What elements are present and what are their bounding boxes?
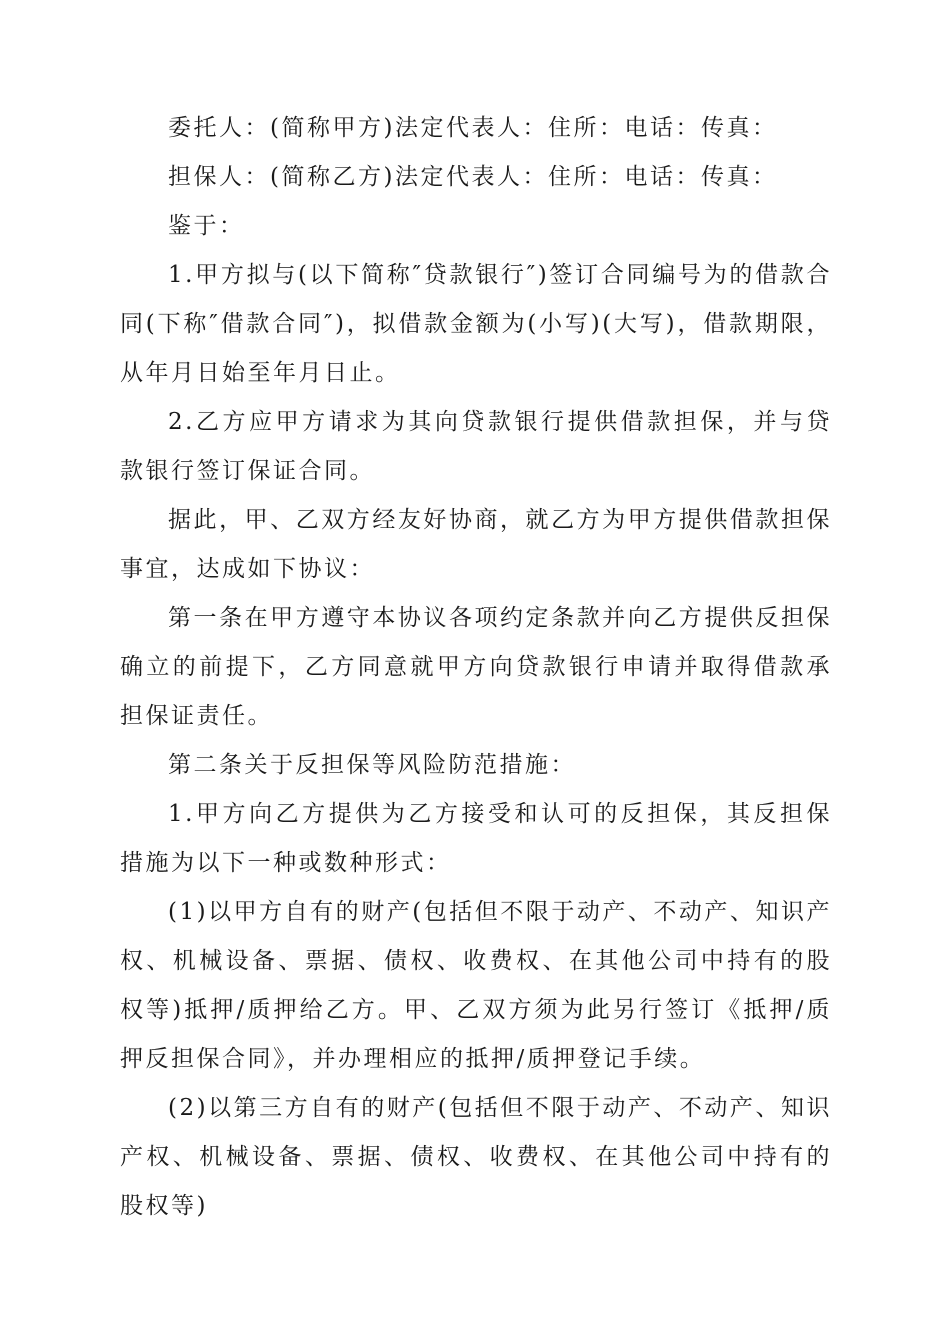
paragraph-whereas-2: 2.乙方应甲方请求为其向贷款银行提供借款担保，并与贷款银行签订保证合同。 <box>120 409 832 484</box>
paragraph-article-2-item-1-sub-2: (2)以第三方自有的财产(包括但不限于动产、不动产、知识产权、机械设备、票据、债权、收费权、在其他公司中持有的股权等) <box>120 1095 832 1219</box>
paragraph-whereas-1: 1.甲方拟与(以下简称″贷款银行″)签订合同编号为的借款合同(下称″借款合同″)，拟借款金额为(小写)(大写)，借款期限，从年月日始至年月日止。 <box>120 262 832 386</box>
paragraph-article-2-item-1-sub-1: (1)以甲方自有的财产(包括但不限于动产、不动产、知识产权、机械设备、票据、债权、收费权、在其他公司中持有的股权等)抵押/质押给乙方。甲、乙双方须为此另行签订《抵押/质押反担保合同》，并办理相应的抵押/质押登记手续。 <box>120 899 832 1072</box>
paragraph-guarantor: 担保人：(简称乙方)法定代表人：住所：电话：传真： <box>168 164 778 190</box>
paragraph-article-1: 第一条在甲方遵守本协议各项约定条款并向乙方提供反担保确立的前提下，乙方同意就甲方向贷款银行申请并取得借款承担保证责任。 <box>120 605 832 729</box>
paragraph-whereas: 鉴于： <box>168 213 245 239</box>
paragraph-article-2: 第二条关于反担保等风险防范措施： <box>168 752 576 778</box>
paragraph-article-2-item-1: 1.甲方向乙方提供为乙方接受和认可的反担保，其反担保措施为以下一种或数种形式： <box>120 801 832 876</box>
paragraph-agreement-intro: 据此，甲、乙双方经友好协商，就乙方为甲方提供借款担保事宜，达成如下协议： <box>120 507 832 582</box>
document-page <box>120 104 832 1231</box>
paragraph-principal: 委托人：(简称甲方)法定代表人：住所：电话：传真： <box>168 115 778 141</box>
